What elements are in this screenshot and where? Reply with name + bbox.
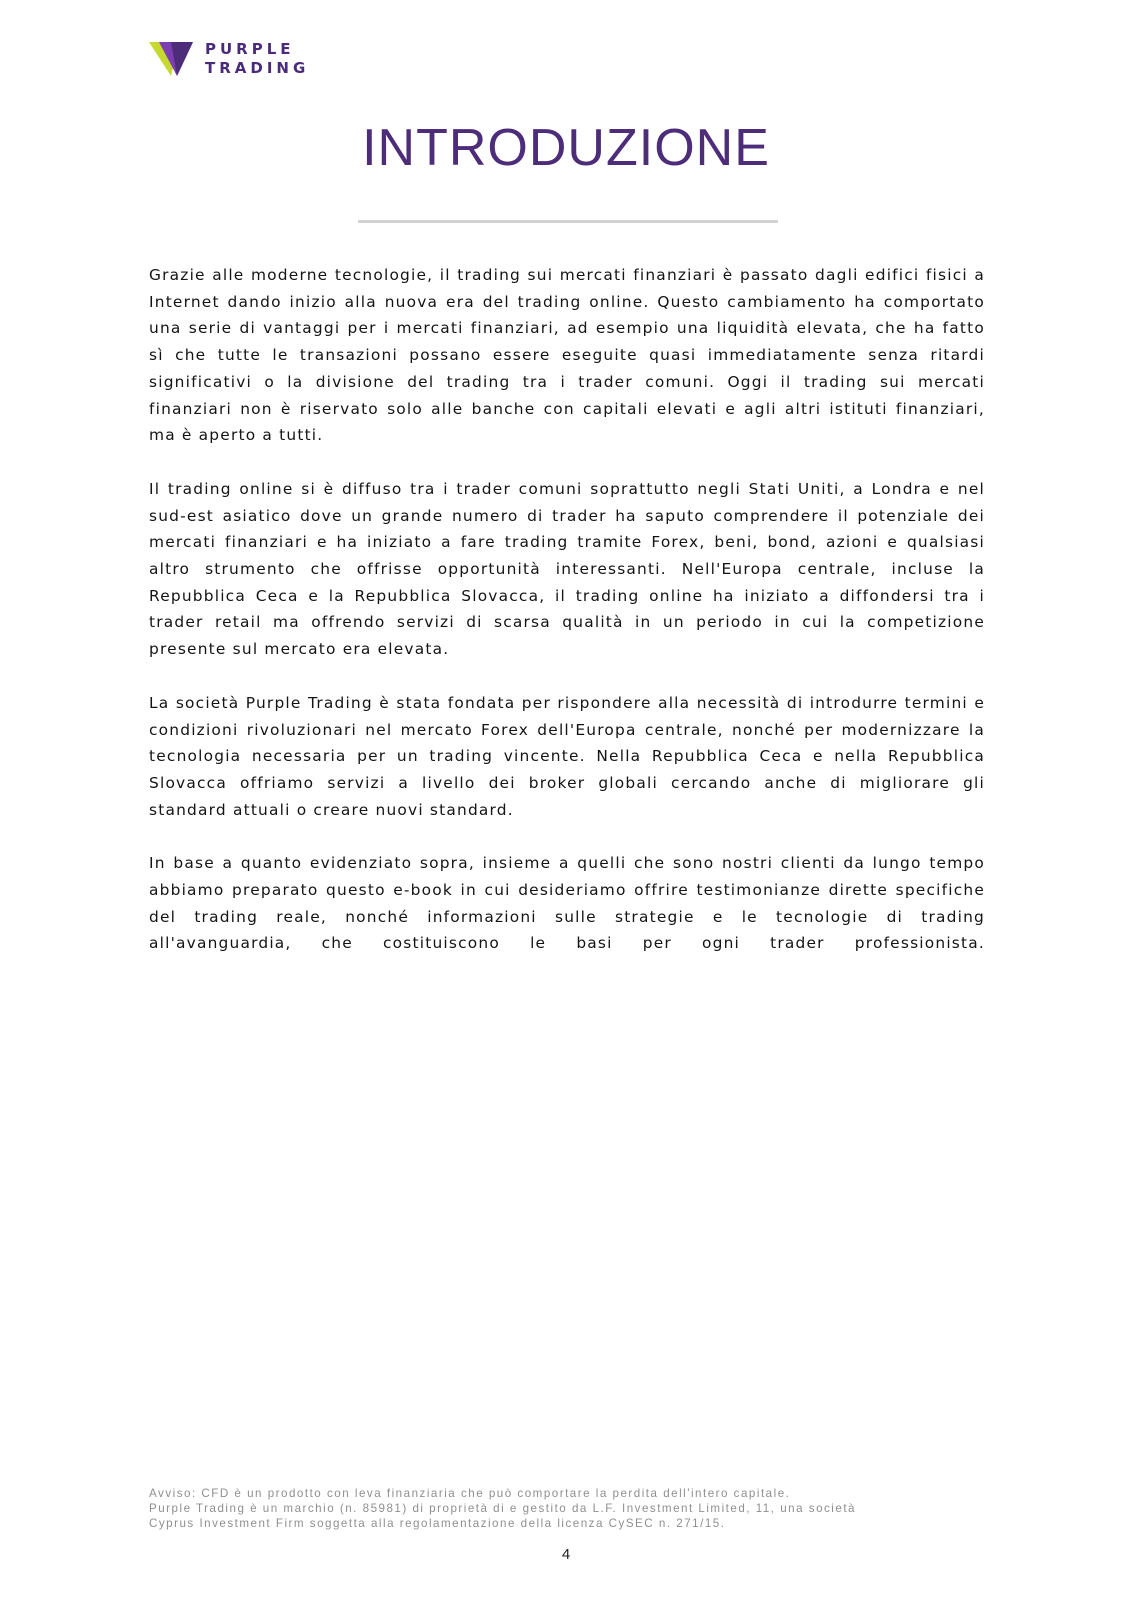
brand-logo: [149, 40, 309, 78]
title-divider: [358, 220, 778, 223]
purple-trading-logo-icon: [149, 40, 195, 78]
body-text: [149, 262, 985, 984]
paragraph-2: Il trading online si è diffuso tra i trader comuni soprattutto negli Stati Uniti, a Londra e nel sud-est asiatico dove un grande numero di trader ha saputo comprendere il potenziale dei mercati finanziari e ha iniziato a fare trading tramite Forex, beni, bond, azioni e qualsiasi altro strumento che offrisse opportunità interessanti. Nell'Europa centrale, incluse la Repubblica Ceca e la Repubblica Slovacca, il trading online ha iniziato a diffondersi tra i trader retail ma offrendo servizi di scarsa qualità in un periodo in cui la competizione presente sul mercato era elevata.: [149, 479, 985, 659]
paragraph-4: In base a quanto evidenziato sopra, insieme a quelli che sono nostri clienti da lungo tempo abbiamo preparato questo e-book in cui desideriamo offrire testimonianze dirette specifiche del trading reale, nonché informazioni sulle strategie e le tecnologie di trading all'avanguardia, che costituiscono le basi per ogni trader professionista.: [149, 854, 985, 953]
brand-name-line1: PURPLE: [205, 40, 295, 58]
footer-line-2: Purple Trading è un marchio (n. 85981) di proprietà di e gestito da L.F. Investment Limited, 11, una società: [149, 1502, 857, 1515]
footer-disclaimer: [149, 1486, 985, 1531]
brand-name-line2: TRADING: [205, 59, 310, 77]
paragraph-1: Grazie alle moderne tecnologie, il trading sui mercati finanziari è passato dagli edifici fisici a Internet dando inizio alla nuova era del trading online. Questo cambiamento ha comportato una serie di vantaggi per i mercati finanziari, ad esempio una liquidità elevata, che ha fatto sì che tutte le transazioni possano essere eseguite quasi immediatamente senza ritardi significativi o la divisione del trading tra i trader comuni. Oggi il trading sui mercati finanziari non è riservato solo alle banche con capitali elevati e agli altri istituti finanziari, ma è aperto a tutti.: [149, 266, 985, 445]
paragraph-3: La società Purple Trading è stata fondata per rispondere alla necessità di introdurre termini e condizioni rivoluzionari nel mercato Forex dell'Europa centrale, nonché per modernizzare la tecnologia necessaria per un trading vincente. Nella Repubblica Ceca e nella Repubblica Slovacca offriamo servizi a livello dei broker globali cercando anche di migliorare gli standard attuali o creare nuovi standard.: [149, 693, 985, 819]
footer-line-1: Avviso: CFD è un prodotto con leva finanziaria che può comportare la perdita dell'intero capitale.: [149, 1487, 791, 1500]
footer-line-3: Cyprus Investment Firm soggetta alla regolamentazione della licenza CySEC n. 271/15.: [149, 1517, 726, 1530]
page-title: INTRODUZIONE: [362, 119, 770, 177]
brand-wordmark: [205, 40, 309, 78]
page-number: 4: [561, 1546, 571, 1563]
